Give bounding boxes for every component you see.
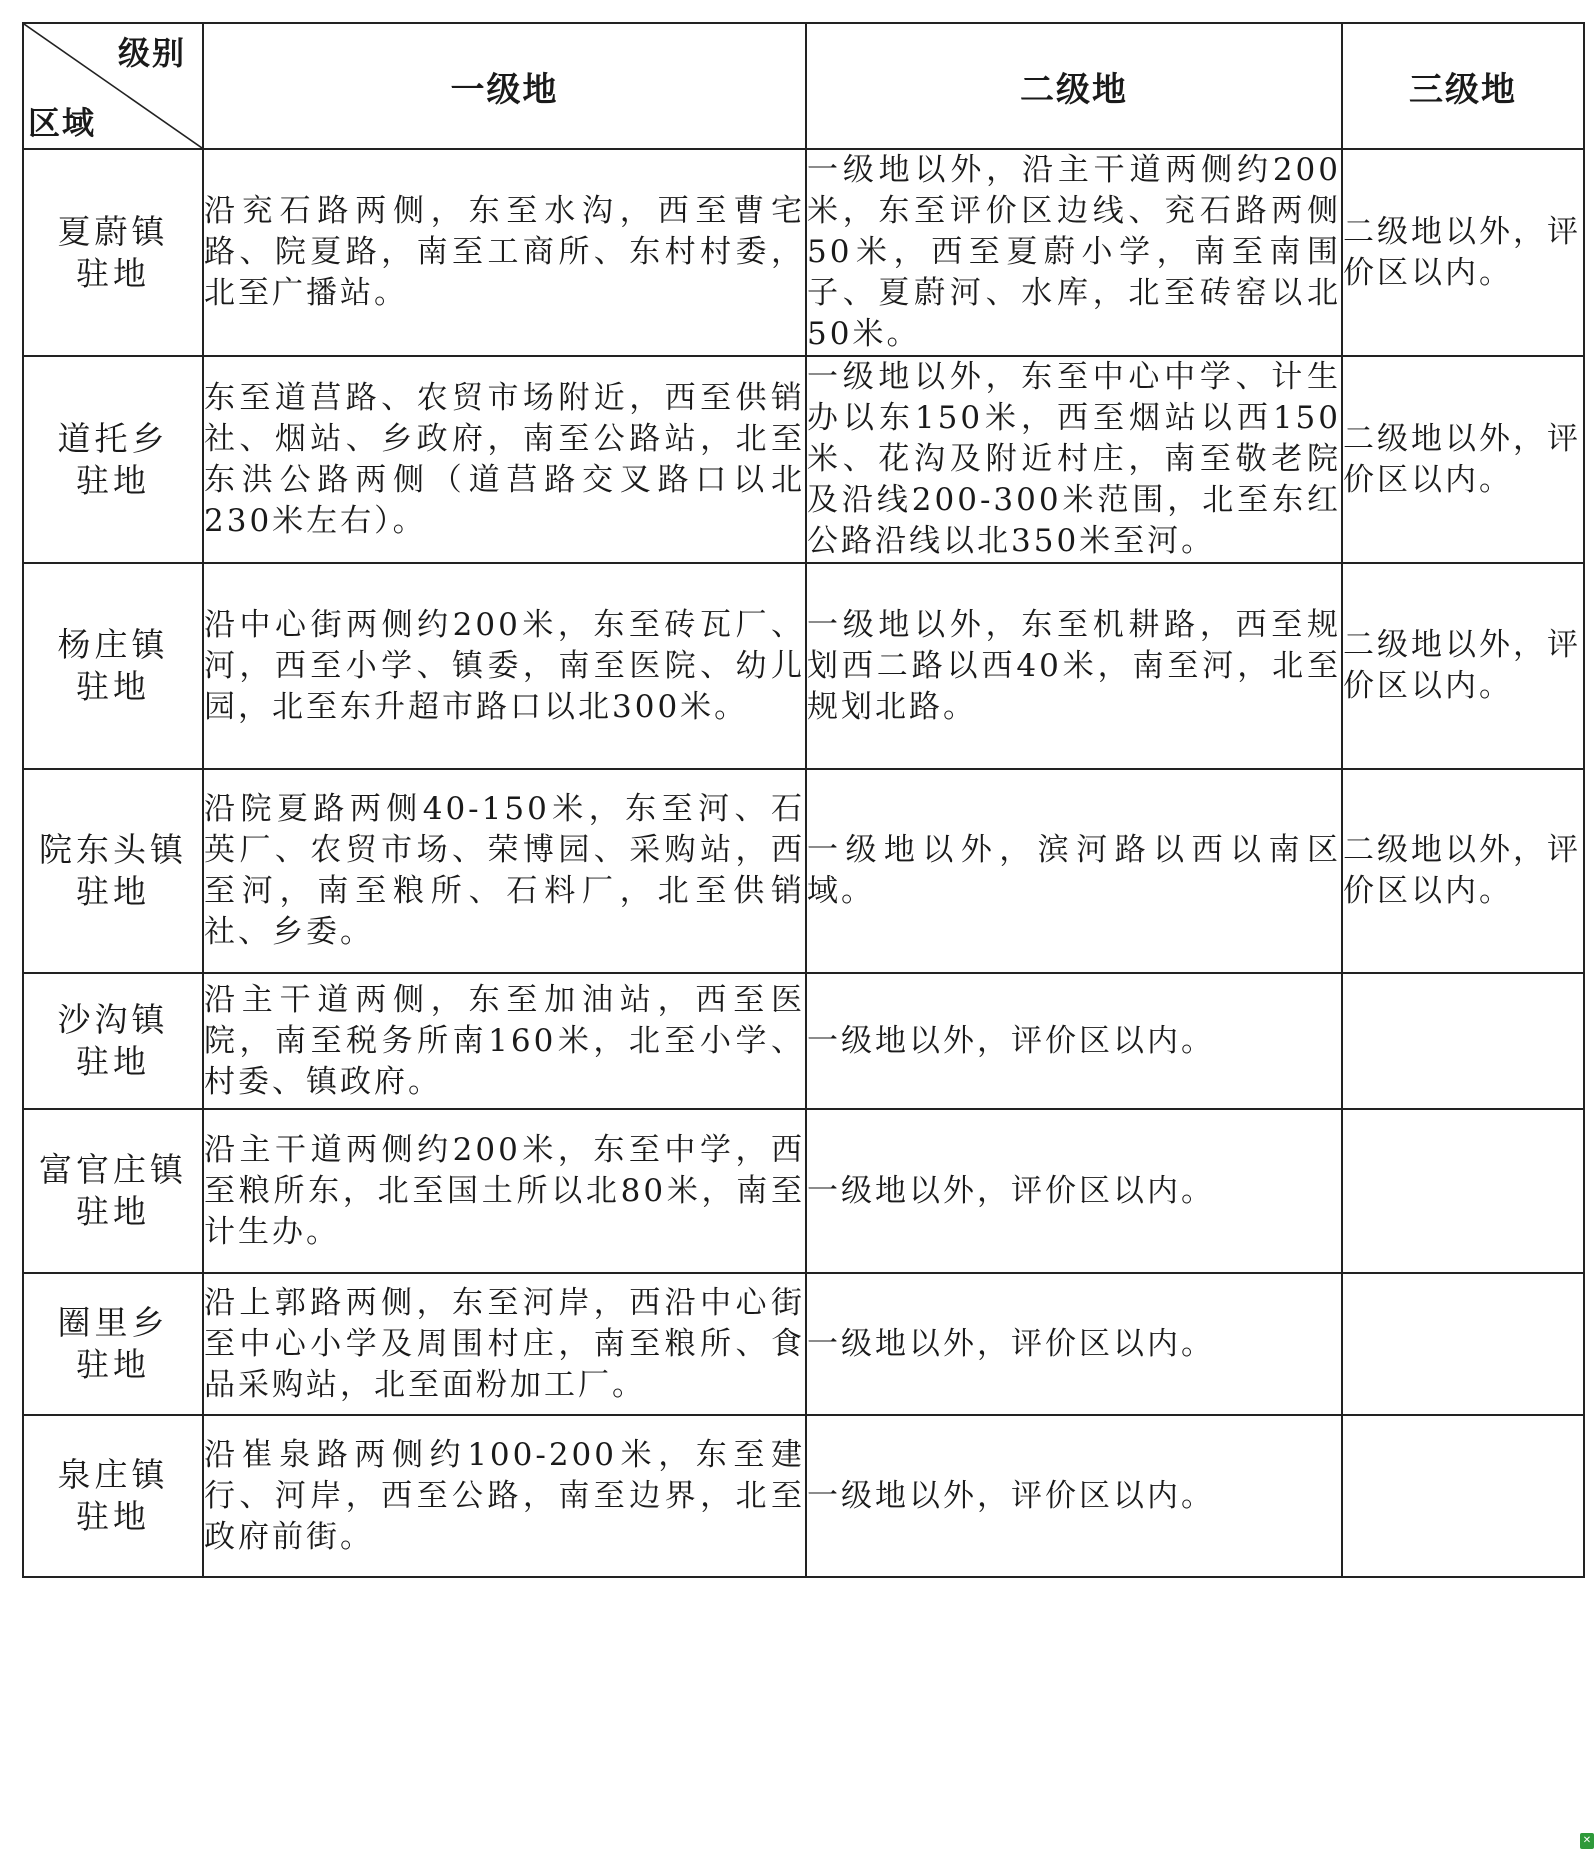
region-name: 院东头镇 — [39, 830, 187, 869]
region-suffix: 驻地 — [76, 872, 150, 911]
region-name: 泉庄镇 — [57, 1455, 169, 1494]
region-name: 道托乡 — [57, 418, 169, 458]
grade3-cell: 二级地以外，评价区以内。 — [1342, 149, 1584, 356]
table-row — [23, 973, 1584, 1109]
grade1-cell: 沿兖石路两侧，东至水沟，西至曹宅路、院夏路，南至工商所、东村村委，北至广播站。 — [203, 149, 806, 356]
grade2-cell: 一级地以外，滨河路以西以南区域。 — [806, 769, 1342, 973]
grade2-cell: 一级地以外，东至中心中学、计生办以东150米，西至烟站以西150米、花沟及附近村庄，南至敬老院及沿线200-300米范围，北至东红公路沿线以北350米至河。 — [806, 356, 1342, 563]
region-cell — [23, 973, 203, 1109]
grade2-cell: 一级地以外，评价区以内。 — [806, 1109, 1342, 1273]
region-cell — [23, 1273, 203, 1415]
region-suffix: 驻地 — [76, 1345, 150, 1384]
grade1-cell: 沿中心街两侧约200米，东至砖瓦厂、河，西至小学、镇委，南至医院、幼儿园，北至东升超市路口以北300米。 — [203, 563, 806, 769]
grade1-cell: 沿崔泉路两侧约100-200米，东至建行、河岸，西至公路，南至边界，北至政府前街。 — [203, 1415, 806, 1577]
region-name: 夏蔚镇 — [57, 211, 169, 251]
header-row — [23, 23, 1584, 149]
grade3-cell — [1342, 973, 1584, 1109]
region-cell — [23, 1415, 203, 1577]
header-grade-2: 二级地 — [806, 23, 1342, 149]
region-suffix: 驻地 — [76, 1497, 150, 1536]
region-suffix: 驻地 — [76, 460, 150, 500]
corner-label-grade: 级别 — [117, 34, 186, 72]
table-row — [23, 1109, 1584, 1273]
grade1-cell: 沿主干道两侧，东至加油站，西至医院，南至税务所南160米，北至小学、村委、镇政府。 — [203, 973, 806, 1109]
table-row — [23, 563, 1584, 769]
region-name: 沙沟镇 — [57, 1000, 169, 1039]
grade3-cell — [1342, 1415, 1584, 1577]
table-row — [23, 149, 1584, 356]
corner-header-cell — [23, 23, 203, 149]
region-name: 圈里乡 — [57, 1303, 169, 1342]
header-grade-1: 一级地 — [203, 23, 806, 149]
grade1-cell: 沿院夏路两侧40-150米，东至河、石英厂、农贸市场、荣博园、采购站，西至河，南至粮所、石料厂，北至供销社、乡委。 — [203, 769, 806, 973]
grade2-cell: 一级地以外，沿主干道两侧约200米，东至评价区边线、兖石路两侧50米，西至夏蔚小学，南至南围子、夏蔚河、水库，北至砖窑以北50米。 — [806, 149, 1342, 356]
region-cell — [23, 1109, 203, 1273]
region-suffix: 驻地 — [76, 1042, 150, 1081]
region-name: 富官庄镇 — [39, 1150, 187, 1189]
grade2-cell: 一级地以外，评价区以内。 — [806, 973, 1342, 1109]
region-cell — [23, 563, 203, 769]
grade3-cell: 二级地以外，评价区以内。 — [1342, 563, 1584, 769]
grade2-cell: 一级地以外，评价区以内。 — [806, 1273, 1342, 1415]
table-row — [23, 1273, 1584, 1415]
corner-badge-icon: ✕ — [1580, 1833, 1594, 1849]
table-row — [23, 769, 1584, 973]
region-cell — [23, 356, 203, 563]
grade2-cell: 一级地以外，评价区以内。 — [806, 1415, 1342, 1577]
grade1-cell: 沿主干道两侧约200米，东至中学，西至粮所东，北至国土所以北80米，南至计生办。 — [203, 1109, 806, 1273]
table-row — [23, 1415, 1584, 1577]
region-suffix: 驻地 — [76, 253, 150, 293]
region-cell — [23, 149, 203, 356]
region-name: 杨庄镇 — [57, 625, 169, 664]
grade1-cell: 东至道莒路、农贸市场附近，西至供销社、烟站、乡政府，南至公路站，北至东洪公路两侧（道莒路交叉路口以北230米左右）。 — [203, 356, 806, 563]
region-cell — [23, 769, 203, 973]
table-row — [23, 356, 1584, 563]
grade-table-container — [22, 22, 1583, 1578]
corner-label-region: 区域 — [28, 104, 97, 142]
region-suffix: 驻地 — [76, 1192, 150, 1231]
grade3-cell — [1342, 1109, 1584, 1273]
grade1-cell: 沿上郭路两侧，东至河岸，西沿中心街至中心小学及周围村庄，南至粮所、食品采购站，北至面粉加工厂。 — [203, 1273, 806, 1415]
header-grade-3: 三级地 — [1342, 23, 1584, 149]
grade3-cell: 二级地以外，评价区以内。 — [1342, 356, 1584, 563]
grade3-cell: 二级地以外，评价区以内。 — [1342, 769, 1584, 973]
grade2-cell: 一级地以外，东至机耕路，西至规划西二路以西40米，南至河，北至规划北路。 — [806, 563, 1342, 769]
land-grade-table — [22, 22, 1585, 1578]
region-suffix: 驻地 — [76, 667, 150, 706]
grade3-cell — [1342, 1273, 1584, 1415]
